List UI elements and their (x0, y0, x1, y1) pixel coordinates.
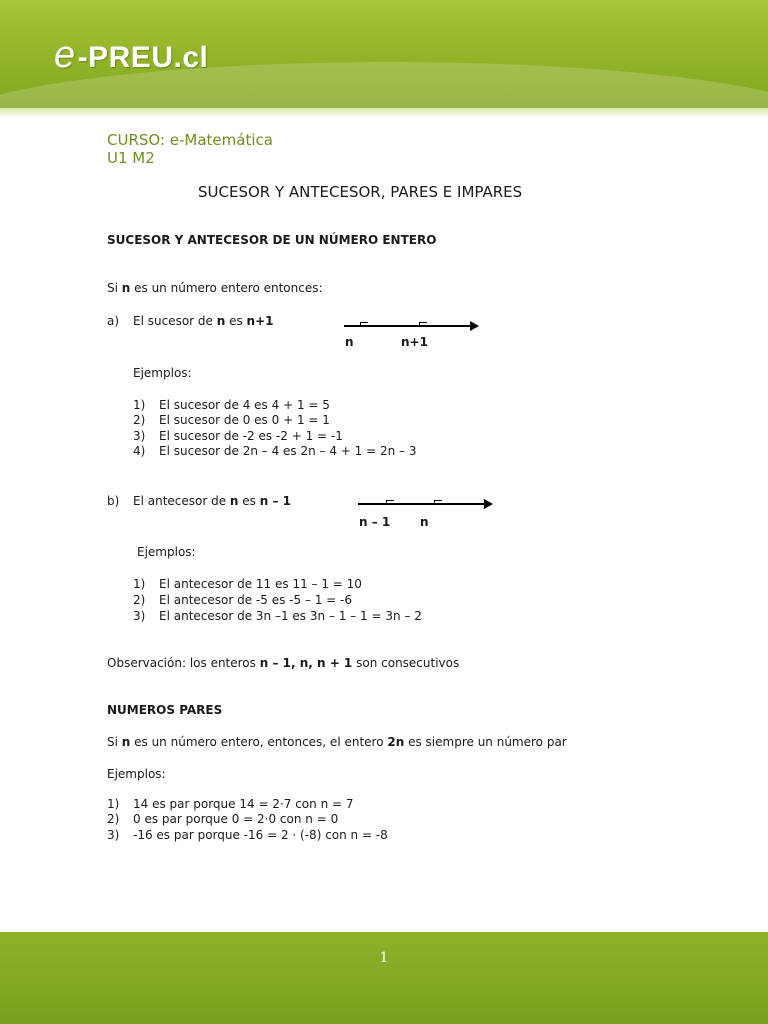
list-item (133, 593, 145, 607)
list-item (107, 797, 119, 811)
list-item-num: 1) (107, 797, 120, 811)
list-item-num: 1) (133, 577, 146, 591)
list-item (133, 398, 145, 412)
footer-bar (0, 932, 768, 1024)
item-b-n: n (229, 494, 239, 508)
page-title: SUCESOR Y ANTECESOR, PARES E IMPARES (198, 183, 523, 201)
list-item (133, 609, 145, 623)
list-item (133, 444, 145, 458)
item-a-expr: n+1 (246, 314, 274, 328)
section-heading-sucesor: SUCESOR Y ANTECESOR DE UN NÚMERO ENTERO (107, 233, 437, 247)
list-item-text: El sucesor de -2 es -2 + 1 = -1 (159, 429, 343, 443)
item-a-n: n (216, 314, 226, 328)
item-b-pre: El antecesor de (133, 494, 230, 508)
observation-post: son consecutivos (352, 656, 460, 670)
item-a-text (133, 314, 274, 328)
list-item-text: 0 es par porque 0 = 2·0 con n = 0 (133, 812, 339, 826)
item-a-mid: es (225, 314, 247, 328)
list-item (107, 828, 119, 842)
item-b-expr: n – 1 (259, 494, 291, 508)
list-item-text: El sucesor de 2n – 4 es 2n – 4 + 1 = 2n – 3 (159, 444, 417, 458)
intro-text (107, 281, 323, 295)
list-item-text: El antecesor de 3n –1 es 3n – 1 – 1 = 3n – 2 (159, 609, 422, 623)
number-line-a-label-1: n (345, 335, 354, 349)
pares-intro-post: es siempre un número par (404, 735, 567, 749)
number-line-b-label-1: n – 1 (359, 515, 391, 529)
item-b-mid: es (238, 494, 260, 508)
list-item-num: 3) (133, 609, 146, 623)
list-item-text: El antecesor de 11 es 11 – 1 = 10 (159, 577, 362, 591)
page-number: 1 (379, 950, 389, 966)
list-item-text: -16 es par porque -16 = 2 · (-8) con n = -8 (133, 828, 388, 842)
intro-pre: Si (107, 281, 122, 295)
number-line-a-label-2: n+1 (401, 335, 428, 349)
intro-post: es un número entero entonces: (130, 281, 323, 295)
list-item-num: 4) (133, 444, 146, 458)
list-item-text: 14 es par porque 14 = 2·7 con n = 7 (133, 797, 354, 811)
item-a-label: a) (107, 314, 120, 328)
list-item-num: 2) (133, 413, 146, 427)
pares-intro-mid: es un número entero, entonces, el entero (130, 735, 388, 749)
number-line-b-label-2: n (420, 515, 429, 529)
examples-a-heading: Ejemplos: (133, 366, 192, 380)
pares-intro-2n: 2n (387, 735, 405, 749)
examples-pares-heading: Ejemplos: (107, 767, 166, 781)
observation-pre: Observación: los enteros (107, 656, 260, 670)
logo (54, 34, 208, 74)
list-item-num: 2) (107, 812, 120, 826)
examples-b-heading: Ejemplos: (137, 545, 196, 559)
intro-n: n (121, 281, 131, 295)
course-unit: U1 M2 (107, 149, 155, 167)
observation-bold: n – 1, n, n + 1 (259, 656, 353, 670)
list-item (133, 429, 145, 443)
section-heading-pares: NUMEROS PARES (107, 703, 223, 717)
pares-intro-pre: Si (107, 735, 122, 749)
logo-text: -PREU.cl (77, 41, 209, 74)
logo-e: e (54, 34, 76, 76)
list-item (107, 812, 119, 826)
item-a-pre: El sucesor de (133, 314, 217, 328)
list-item-text: El sucesor de 4 es 4 + 1 = 5 (159, 398, 330, 412)
list-item-text: El sucesor de 0 es 0 + 1 = 1 (159, 413, 330, 427)
item-b-label: b) (107, 494, 120, 508)
course-name: CURSO: e-Matemática (107, 131, 273, 149)
list-item (133, 413, 145, 427)
list-item-num: 3) (133, 429, 146, 443)
item-b-text (133, 494, 291, 508)
list-item-text: El antecesor de -5 es -5 – 1 = -6 (159, 593, 353, 607)
header-banner (0, 0, 768, 118)
list-item (133, 577, 145, 591)
observation (107, 656, 459, 670)
pares-intro (107, 735, 567, 749)
list-item-num: 3) (107, 828, 120, 842)
pares-intro-n: n (121, 735, 131, 749)
list-item-num: 1) (133, 398, 146, 412)
list-item-num: 2) (133, 593, 146, 607)
header-band (0, 108, 768, 118)
